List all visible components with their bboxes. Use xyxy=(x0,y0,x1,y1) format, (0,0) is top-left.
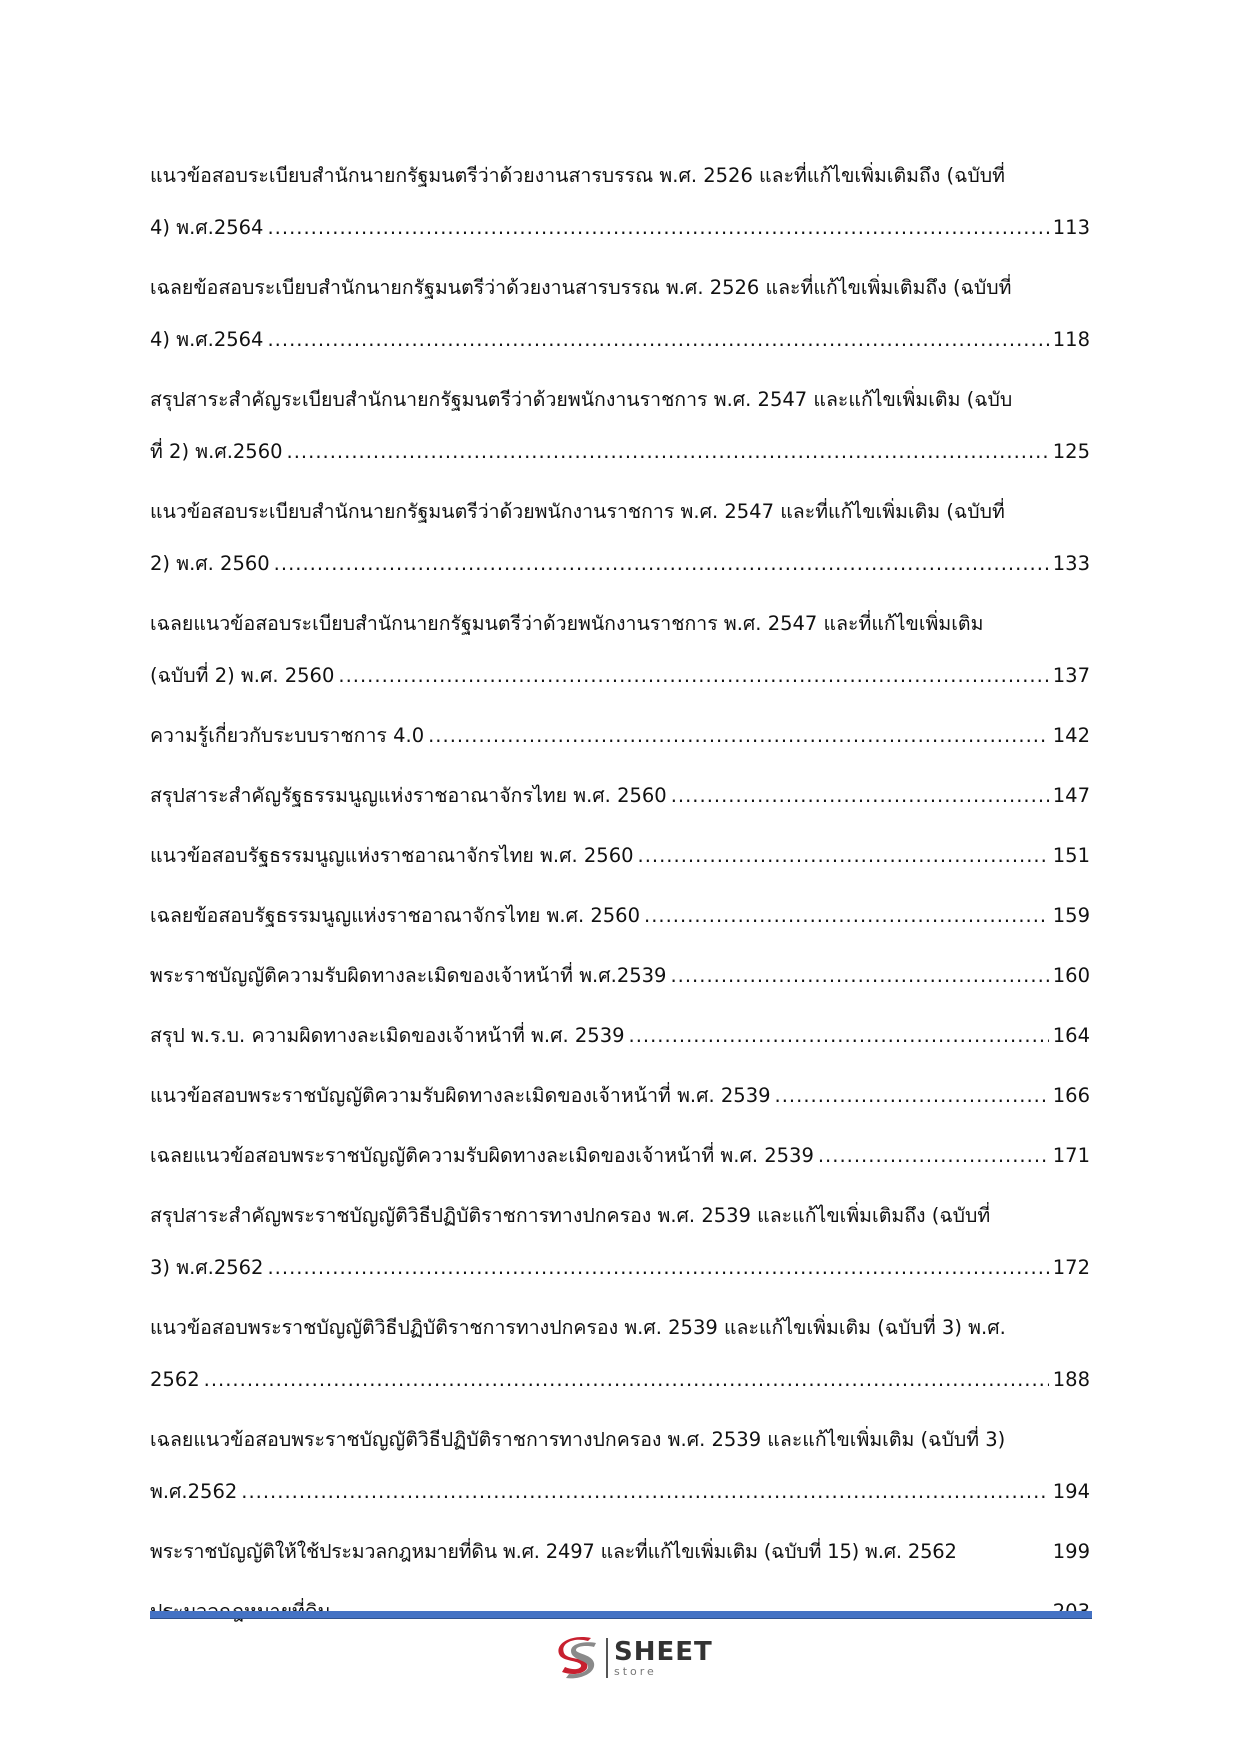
dot-leader xyxy=(428,710,1049,762)
dot-leader xyxy=(818,1130,1049,1182)
dot-leader xyxy=(670,950,1048,1002)
dot-leader xyxy=(241,1466,1049,1518)
dot-leader xyxy=(267,202,1048,254)
toc-page-number: 159 xyxy=(1052,904,1090,927)
toc-page-number: 133 xyxy=(1052,552,1090,575)
toc-entry-title-line: เฉลยแนวข้อสอบระเบียบสำนักนายกรัฐมนตรีว่าด้วยพนักงานราชการ พ.ศ. 2547 และที่แก้ไขเพิ่มเติม xyxy=(150,612,984,635)
toc-entry[interactable] xyxy=(150,1190,1090,1294)
toc-entry[interactable] xyxy=(150,710,1090,762)
toc-entry[interactable] xyxy=(150,1414,1090,1518)
toc-entry-title-line: เฉลยข้อสอบระเบียบสำนักนายกรัฐมนตรีว่าด้วยงานสารบรรณ พ.ศ. 2526 และที่แก้ไขเพิ่มเติมถึง (ฉบับที่ xyxy=(150,276,1012,299)
toc-entry-title-line: แนวข้อสอบระเบียบสำนักนายกรัฐมนตรีว่าด้วยงานสารบรรณ พ.ศ. 2526 และที่แก้ไขเพิ่มเติมถึง (ฉบับที่ xyxy=(150,164,1006,187)
toc-page-number: 164 xyxy=(1052,1024,1090,1047)
toc-entry-title: เฉลยแนวข้อสอบพระราชบัญญัติความรับผิดทางละเมิดของเจ้าหน้าที่ พ.ศ. 2539 xyxy=(150,1144,814,1167)
toc-entry[interactable] xyxy=(150,890,1090,942)
toc-page-number: 137 xyxy=(1052,664,1090,687)
toc-entry-title-line: เฉลยแนวข้อสอบพระราชบัญญัติวิธีปฏิบัติราชการทางปกครอง พ.ศ. 2539 และแก้ไขเพิ่มเติม (ฉบับที่ 3) xyxy=(150,1428,1006,1451)
toc-entry-title-line: แนวข้อสอบพระราชบัญญัติวิธีปฏิบัติราชการทางปกครอง พ.ศ. 2539 และแก้ไขเพิ่มเติม (ฉบับที่ 3) พ.ศ. xyxy=(150,1316,1006,1339)
toc-entry-title: พระราชบัญญัติให้ใช้ประมวลกฎหมายที่ดิน พ.ศ. 2497 และที่แก้ไขเพิ่มเติม (ฉบับที่ 15) พ.ศ. 2562 xyxy=(150,1540,957,1563)
toc-page-number: 151 xyxy=(1052,844,1090,867)
sheet-store-logo xyxy=(554,1632,713,1684)
toc-entry-title-continuation: 4) พ.ศ.2564 xyxy=(150,328,264,351)
logo-brand-text: SHEET xyxy=(614,1637,713,1667)
toc-page-number: 125 xyxy=(1052,440,1090,463)
toc-entry-title-continuation: (ฉบับที่ 2) พ.ศ. 2560 xyxy=(150,664,335,687)
toc-entry-title-continuation: พ.ศ.2562 xyxy=(150,1480,238,1503)
dot-leader xyxy=(775,1070,1049,1122)
toc-page-number: 118 xyxy=(1052,328,1090,351)
toc-page-number: 166 xyxy=(1052,1084,1090,1107)
toc-page-number: 160 xyxy=(1052,964,1090,987)
dot-leader xyxy=(671,770,1049,822)
footer-rule xyxy=(150,1611,1092,1619)
toc-entry[interactable] xyxy=(150,150,1090,254)
toc-entry-title: พระราชบัญญัติความรับผิดทางละเมิดของเจ้าหน้าที่ พ.ศ.2539 xyxy=(150,964,667,987)
dot-leader xyxy=(287,426,1049,478)
sheet-store-s-icon xyxy=(554,1635,600,1681)
toc-entry[interactable] xyxy=(150,830,1090,882)
dot-leader xyxy=(338,650,1048,702)
toc-entry-title-line: สรุปสาระสำคัญพระราชบัญญัติวิธีปฏิบัติราชการทางปกครอง พ.ศ. 2539 และแก้ไขเพิ่มเติมถึง (ฉบับที่ xyxy=(150,1204,991,1227)
dot-leader xyxy=(629,1010,1049,1062)
toc-page-number: 172 xyxy=(1052,1256,1090,1279)
toc-page-number: 171 xyxy=(1052,1144,1090,1167)
toc-entry-title: ความรู้เกี่ยวกับระบบราชการ 4.0 xyxy=(150,724,425,747)
toc-entry-title-continuation: ที่ 2) พ.ศ.2560 xyxy=(150,440,283,463)
toc-page-number: 113 xyxy=(1052,216,1090,239)
toc-entry[interactable] xyxy=(150,950,1090,1002)
dot-leader xyxy=(204,1354,1049,1406)
toc-page-number: 194 xyxy=(1052,1480,1090,1503)
dot-leader xyxy=(638,830,1049,882)
toc-page-number: 188 xyxy=(1052,1368,1090,1391)
toc-entry-title-line: แนวข้อสอบระเบียบสำนักนายกรัฐมนตรีว่าด้วยพนักงานราชการ พ.ศ. 2547 และที่แก้ไขเพิ่มเติม (ฉบับที่ xyxy=(150,500,1005,523)
toc-entry[interactable] xyxy=(150,1130,1090,1182)
toc-entry[interactable] xyxy=(150,486,1090,590)
toc-page-number: 199 xyxy=(1052,1540,1090,1563)
toc-entry-title: เฉลยข้อสอบรัฐธรรมนูญแห่งราชอาณาจักรไทย พ.ศ. 2560 xyxy=(150,904,640,927)
dot-leader xyxy=(274,538,1049,590)
toc-entry[interactable] xyxy=(150,770,1090,822)
dot-leader xyxy=(644,890,1049,942)
toc-entry-title-continuation: 4) พ.ศ.2564 xyxy=(150,216,264,239)
dot-leader xyxy=(267,1242,1048,1294)
toc-entry-title: แนวข้อสอบพระราชบัญญัติความรับผิดทางละเมิดของเจ้าหน้าที่ พ.ศ. 2539 xyxy=(150,1084,771,1107)
logo-divider xyxy=(606,1638,608,1678)
toc-entry[interactable] xyxy=(150,374,1090,478)
toc-entry-title: สรุปสาระสำคัญรัฐธรรมนูญแห่งราชอาณาจักรไทย พ.ศ. 2560 xyxy=(150,784,667,807)
toc-page-number: 142 xyxy=(1052,724,1090,747)
toc-entry-title: สรุป พ.ร.บ. ความผิดทางละเมิดของเจ้าหน้าที่ พ.ศ. 2539 xyxy=(150,1024,625,1047)
toc-entry[interactable] xyxy=(150,1526,1090,1578)
toc-page-number: 147 xyxy=(1052,784,1090,807)
table-of-contents xyxy=(150,150,1090,1646)
toc-entry-title: แนวข้อสอบรัฐธรรมนูญแห่งราชอาณาจักรไทย พ.ศ. 2560 xyxy=(150,844,634,867)
toc-entry[interactable] xyxy=(150,598,1090,702)
toc-entry-title-continuation: 3) พ.ศ.2562 xyxy=(150,1256,264,1279)
dot-leader xyxy=(267,314,1048,366)
toc-entry[interactable] xyxy=(150,1070,1090,1122)
toc-entry[interactable] xyxy=(150,262,1090,366)
toc-entry[interactable] xyxy=(150,1302,1090,1406)
logo-sub-text: store xyxy=(614,1665,657,1678)
toc-entry-title-continuation: 2562 xyxy=(150,1368,200,1391)
toc-entry-title-continuation: 2) พ.ศ. 2560 xyxy=(150,552,270,575)
toc-entry-title-line: สรุปสาระสำคัญระเบียบสำนักนายกรัฐมนตรีว่าด้วยพนักงานราชการ พ.ศ. 2547 และแก้ไขเพิ่มเติม (ฉบับ xyxy=(150,388,1013,411)
toc-entry[interactable] xyxy=(150,1010,1090,1062)
